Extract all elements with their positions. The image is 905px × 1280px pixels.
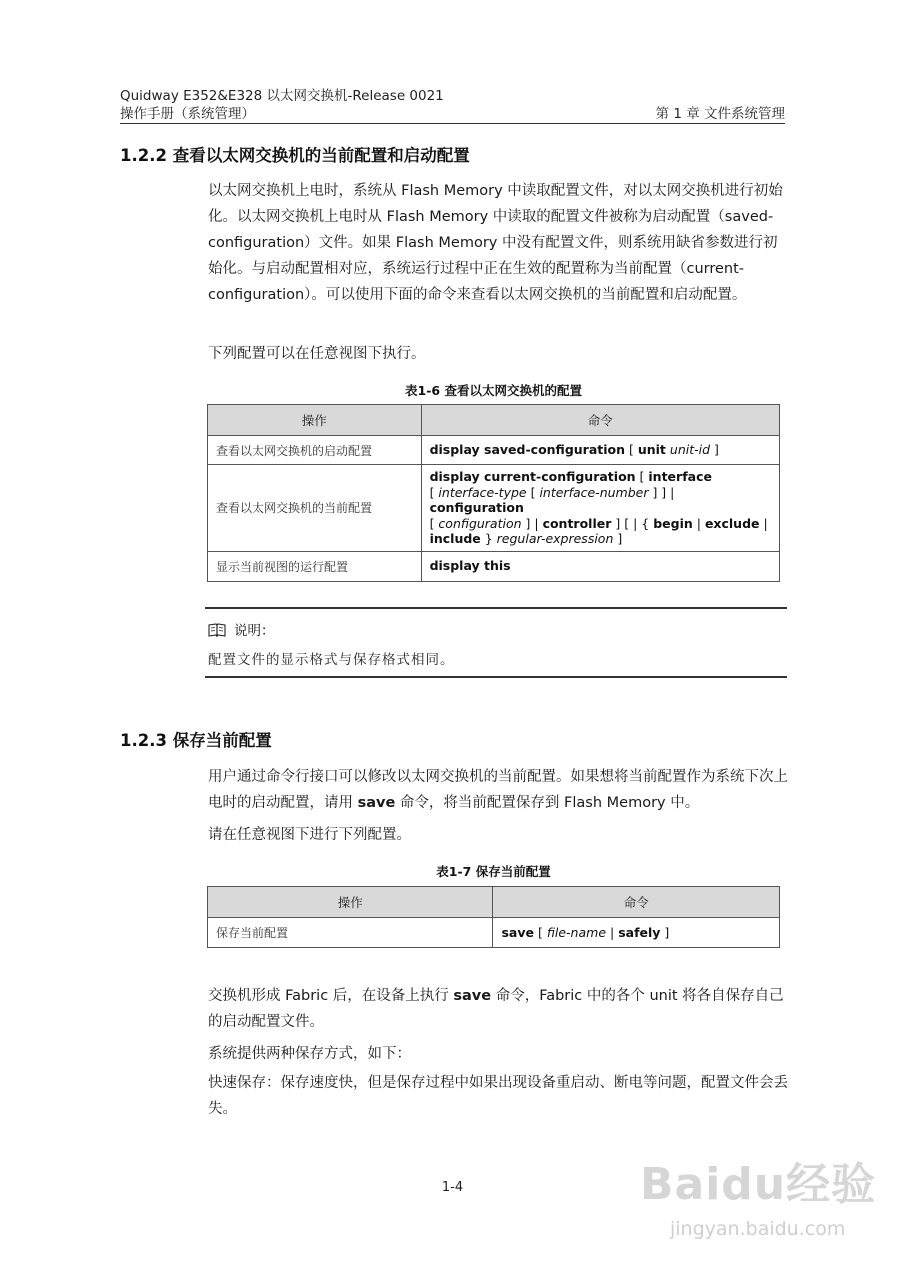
command-syntax: | — [759, 515, 768, 531]
operation-cell: 保存当前配置 — [208, 918, 493, 948]
note-text: 配置文件的显示格式与保存格式相同。 — [208, 652, 455, 668]
command-keyword: controller — [542, 515, 612, 531]
note-top-rule — [205, 607, 787, 609]
command-cell — [493, 918, 780, 948]
command-parameter: unit-id — [669, 442, 711, 458]
config-view-table — [207, 404, 780, 582]
command-syntax: ] — [710, 442, 719, 458]
paragraph-text: 命令，将当前配置保存到 Flash Memory 中。 — [395, 795, 700, 811]
command-keyword: display this — [429, 558, 511, 574]
save-config-table — [207, 886, 780, 948]
save-command-keyword: save — [453, 988, 492, 1004]
note-bottom-rule — [205, 676, 787, 678]
note-title: 说明： — [234, 623, 275, 639]
command-keyword: configuration — [429, 500, 524, 515]
save-command-keyword: save — [357, 795, 396, 811]
paragraph-text: 命令，Fabric 中的各个 unit 将各自保存自己的启动配置文件。 — [208, 988, 784, 1030]
table-header-row — [208, 887, 780, 918]
table-row — [208, 436, 780, 465]
command-parameter: configuration — [438, 515, 522, 531]
table-caption-1-6: 表1-6 查看以太网交换机的配置 — [405, 383, 582, 398]
command-keyword: include — [429, 531, 481, 546]
book-icon — [208, 623, 226, 641]
note-heading — [208, 619, 275, 641]
paragraph-fast-save: 快速保存：保存速度快，但是保存过程中如果出现设备重启动、断电等问题，配置文件会丢失。 — [208, 1075, 788, 1117]
watermark-url: jingyan.baidu.com — [670, 1218, 846, 1240]
command-syntax: [ — [429, 484, 439, 500]
command-syntax: [ — [625, 442, 638, 458]
command-keyword: begin — [653, 515, 693, 531]
command-cell — [421, 551, 779, 581]
header-chapter: 第 1 章 文件系统管理 — [655, 106, 785, 122]
paragraph-any-view: 下列配置可以在任意视图下执行。 — [208, 346, 426, 362]
table-row — [208, 918, 780, 948]
page-number: 1-4 — [441, 1180, 464, 1195]
command-cell — [421, 465, 779, 552]
header-title: Quidway E352&E328 以太网交换机-Release 0021 — [120, 88, 444, 104]
command-syntax: [ — [635, 469, 649, 484]
column-header-command: 命令 — [493, 887, 780, 918]
command-parameter: interface-number — [539, 484, 649, 500]
paragraph-save-modes: 系统提供两种保存方式，如下： — [208, 1046, 411, 1062]
command-parameter: file-name — [546, 924, 607, 940]
operation-cell: 查看以太网交换机的启动配置 — [208, 436, 422, 465]
command-parameter: interface-type — [438, 484, 527, 500]
command-syntax: [ — [526, 484, 540, 500]
command-syntax: ] [ | { — [611, 515, 654, 531]
watermark-brand: Baidu经验 — [640, 1159, 877, 1210]
header-manual-name: 操作手册（系统管理） — [120, 106, 255, 122]
command-syntax: ] ] | — [648, 484, 675, 500]
column-header-operation: 操作 — [208, 405, 422, 436]
paragraph-startup-config-intro: 以太网交换机上电时，系统从 Flash Memory 中读取配置文件，对以太网交换机进行初始化。以太网交换机上电时从 Flash Memory 中读取的配置文件被称为启动配置（saved-configuration）文件。如果 Flash Memory 中没有配置文件，则系统用缺省参数进行初始化。与启动配置相对应，系统运行过程中正在生效的配置称为当前配置（current-configuration）。可以使用下面的命令来查看以太网交换机的当前配置和启动配置。 — [208, 183, 783, 303]
section-heading-1-2-3: 1.2.3 保存当前配置 — [120, 731, 272, 750]
command-cell — [421, 436, 779, 465]
operation-cell: 显示当前视图的运行配置 — [208, 551, 422, 581]
command-parameter: regular-expression — [496, 531, 614, 546]
command-syntax: ] | — [521, 515, 543, 531]
command-keyword: save — [501, 924, 534, 940]
command-keyword: display saved-configuration — [429, 442, 626, 458]
command-syntax: ] — [613, 531, 623, 546]
table-row — [208, 551, 780, 581]
paragraph-text: 用户通过命令行接口可以修改以太网交换机的当前配置。如果想将当前配置作为系统下次上电时的启动配置，请用 — [208, 769, 788, 811]
command-syntax: [ — [533, 924, 547, 940]
command-syntax: ] — [660, 924, 670, 940]
table-caption-1-7: 表1-7 保存当前配置 — [436, 864, 551, 879]
command-keyword: unit — [637, 442, 666, 458]
operation-cell: 查看以太网交换机的当前配置 — [208, 465, 422, 552]
command-keyword: display current-configuration — [429, 469, 636, 484]
command-syntax: | — [692, 515, 705, 531]
section-heading-1-2-2: 1.2.2 查看以太网交换机的当前配置和启动配置 — [120, 146, 470, 165]
command-syntax: | — [606, 924, 619, 940]
paragraph-fabric-save — [208, 983, 788, 1035]
command-keyword: exclude — [704, 515, 760, 531]
paragraph-save-intro — [208, 764, 788, 816]
command-keyword: interface — [648, 469, 712, 484]
table-header-row — [208, 405, 780, 436]
header-divider — [120, 123, 785, 124]
command-syntax: [ — [429, 515, 439, 531]
command-keyword: safely — [618, 924, 661, 940]
paragraph-text: 交换机形成 Fabric 后，在设备上执行 — [208, 988, 454, 1004]
paragraph-any-view-2: 请在任意视图下进行下列配置。 — [208, 827, 411, 843]
table-row — [208, 465, 780, 552]
column-header-operation: 操作 — [208, 887, 493, 918]
command-syntax: } — [480, 531, 497, 546]
column-header-command: 命令 — [421, 405, 779, 436]
